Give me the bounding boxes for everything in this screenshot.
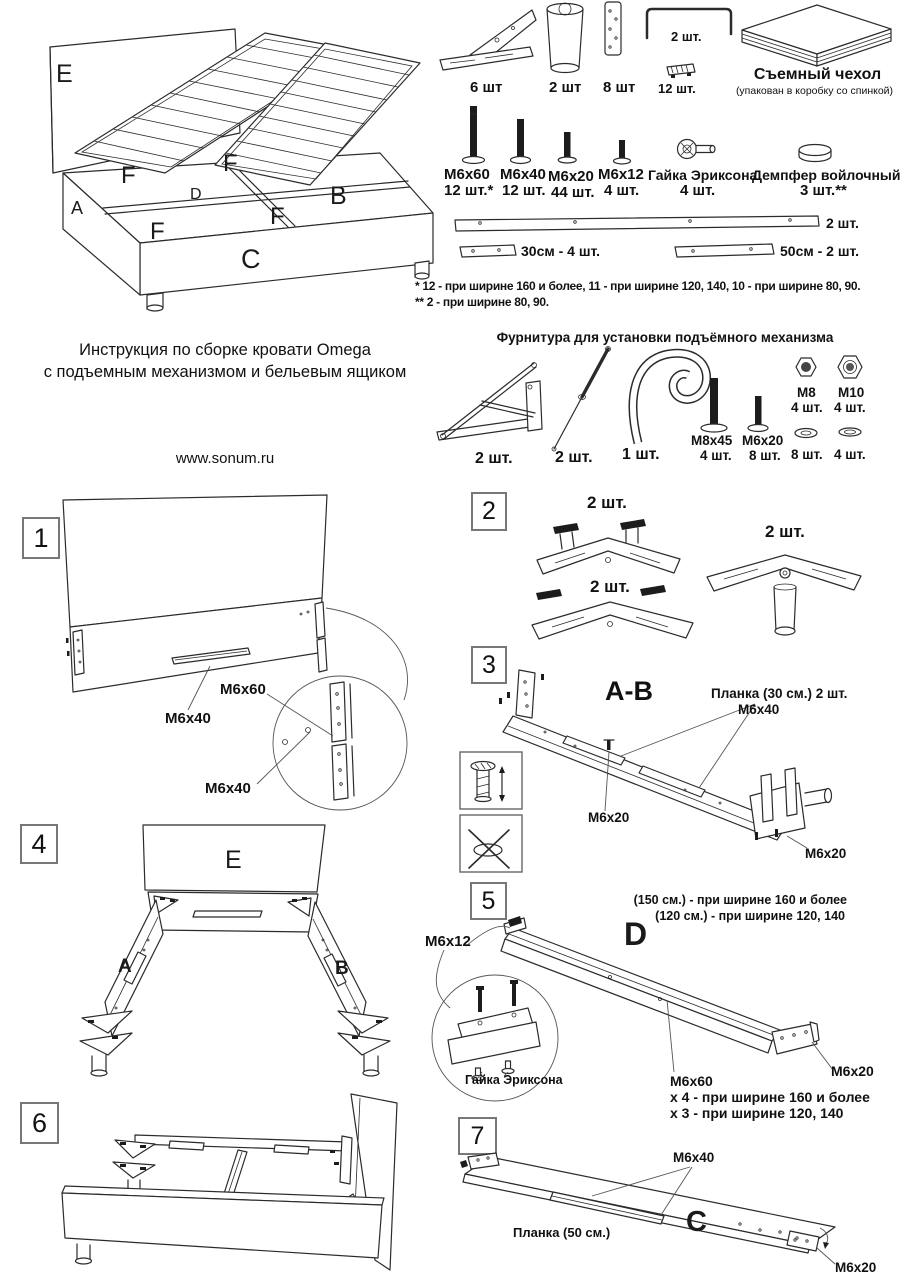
erikson-nut-label: Гайка Эриксона (648, 167, 758, 183)
washer-4-icon (839, 428, 861, 436)
bolt-m6x20-label: M6x20 (548, 168, 594, 185)
plate-qty: 8 шт (603, 79, 636, 96)
gas-strut-icon (552, 347, 611, 452)
step1-m6x40a-label: M6x40 (165, 710, 211, 727)
damper-label: Демпфер войлочный (752, 167, 900, 183)
screw-depth-icon (471, 762, 505, 803)
bracket-with-pads (537, 519, 680, 574)
bolt-m6x40-label: M6x40 (500, 166, 546, 183)
plank-30-icon (460, 245, 516, 257)
leg-icon (547, 3, 583, 73)
bolt-m6x40-qty: 12 шт. (502, 182, 546, 199)
step3-heading-ab: A-B (605, 676, 653, 706)
cover-icon (742, 5, 891, 66)
step-4-number: 4 (20, 824, 58, 864)
no-gap-icon (469, 830, 509, 868)
step5-m6x20-label: M6x20 (831, 1063, 874, 1079)
washer4-qty: 4 шт. (834, 447, 866, 462)
strap-qty: 1 шт. (622, 446, 660, 463)
mechanism-title: Фурнитура для установки подъёмного механизма (496, 330, 834, 345)
nut-m8-icon (796, 358, 816, 376)
step4-label-B: B (335, 958, 349, 979)
step1-m6x40b-label: M6x40 (205, 780, 251, 797)
bolt-m6x40-icon (511, 119, 531, 164)
bolt-m6x20-qty: 44 шт. (551, 184, 595, 201)
cover-title: Съемный чехол (753, 66, 882, 83)
step-3-number: 3 (471, 646, 507, 684)
overview-label-C: C (241, 244, 261, 274)
step5-width160-note: (150 см.) - при ширине 160 и более (633, 893, 847, 907)
step-2-number: 2 (471, 492, 507, 531)
plank-long-icon (455, 216, 819, 231)
damper-qty: 3 шт.** (800, 182, 847, 199)
plank-30-label: 30см - 4 шт. (521, 243, 601, 259)
page-title-line2: с подъемным механизмом и бельевым ящиком (43, 363, 407, 381)
plank-long-qty: 2 шт. (826, 215, 859, 231)
step5-x3-note: x 3 - при ширине 120, 140 (670, 1105, 844, 1121)
bracket-with-leg (707, 555, 861, 635)
step5-label-D: D (624, 916, 648, 952)
step5-x4-note: x 4 - при ширине 160 и более (670, 1089, 870, 1105)
erikson-nut-icon (678, 140, 716, 159)
strut-qty: 2 шт. (555, 449, 593, 466)
nut-m10-label: М10 (838, 385, 865, 400)
footnote-2: ** 2 - при ширине 80, 90. (415, 295, 549, 309)
plank-50-icon (675, 244, 774, 257)
step5-erikson-label: Гайка Эриксона (465, 1073, 563, 1087)
step5-m6x60-label: M6x60 (670, 1073, 713, 1089)
nut-m8-label: М8 (797, 385, 816, 400)
step4-label-E: E (225, 846, 242, 874)
step2-qty3: 2 шт. (765, 522, 805, 541)
bolt-m6x20-icon (558, 132, 576, 163)
step-5-number: 5 (470, 882, 507, 920)
step-2-drawing (460, 485, 900, 645)
footnote-1: * 12 - при ширине 160 и более, 11 - при ширине 120, 140, 10 - при ширине 80, 90. (415, 279, 861, 293)
nut-m8-qty: 4 шт. (791, 400, 823, 415)
step2-qty1: 2 шт. (587, 493, 627, 512)
nut-m10-qty: 4 шт. (834, 400, 866, 415)
leg-qty: 2 шт (549, 79, 582, 96)
overview-label-E: E (56, 60, 73, 88)
corner-bracket-icon (440, 10, 536, 70)
overview-label-F3: F (150, 218, 165, 245)
bolt-m6x12-icon (614, 140, 631, 164)
step-6-drawing (20, 1092, 440, 1280)
overview-label-F1: F (121, 162, 136, 189)
mech-qty: 2 шт. (475, 450, 513, 467)
pad-qty: 12 шт. (658, 81, 696, 96)
step7-label-C: C (686, 1206, 707, 1238)
lift-mechanism-icon (437, 363, 542, 441)
step7-m6x40-label: M6x40 (673, 1150, 715, 1165)
m8x45-label: M8x45 (691, 433, 733, 448)
strap-icon (633, 353, 707, 443)
step3-m6x40-label: M6x40 (738, 702, 780, 717)
step4-label-A: A (118, 956, 132, 977)
page-title-line1: Инструкция по сборке кровати Omega (79, 341, 371, 359)
m6x20s-label: M6x20 (742, 433, 784, 448)
m8x45-qty: 4 шт. (700, 448, 732, 463)
bolt-m6x12-qty: 4 шт. (604, 182, 640, 199)
step7-plank-label: Планка (50 см.) (513, 1225, 611, 1240)
felt-pad-icon (667, 64, 695, 78)
step2-qty2: 2 шт. (590, 577, 630, 596)
overview-label-A: A (71, 198, 84, 218)
cover-subtitle: (упакован в коробку со спинкой) (735, 85, 894, 97)
washer-8-icon (795, 429, 817, 438)
step-6-number: 6 (20, 1102, 59, 1144)
m6x20s-qty: 8 шт. (749, 448, 781, 463)
connector-plate-icon (605, 2, 621, 55)
overview-label-F2: F (223, 150, 238, 177)
step7-m6x20-label: M6x20 (835, 1260, 877, 1275)
bolt-m6x60-qty: 12 шт.* (444, 182, 494, 199)
step-7-number: 7 (458, 1117, 497, 1155)
bolt-m6x20s-icon (748, 396, 768, 432)
overview-label-F4: F (270, 203, 285, 230)
erikson-nut-qty: 4 шт. (680, 182, 716, 199)
step5-m6x12-label: M6x12 (425, 933, 471, 950)
bolt-m6x12-label: M6x12 (598, 166, 644, 183)
step3-m6x20b-label: M6x20 (805, 846, 847, 861)
nut-m10-icon (838, 356, 862, 378)
felt-damper-icon (799, 145, 831, 162)
bolt-m6x60-label: M6x60 (444, 166, 490, 183)
step-7-drawing (440, 1112, 900, 1280)
overview-label-B: B (330, 182, 347, 210)
step-1-number: 1 (22, 517, 60, 559)
step3-plank-label: Планка (30 см.) 2 шт. (711, 686, 848, 701)
step1-m6x60-label: M6x60 (220, 681, 266, 698)
bracket-qty: 6 шт (470, 79, 503, 96)
step3-m6x20a-label: M6x20 (588, 810, 630, 825)
bolt-m6x60-icon (463, 106, 485, 164)
plank-50-label: 50см - 2 шт. (780, 243, 860, 259)
staple-qty: 2 шт. (671, 29, 702, 44)
step-1-drawing (20, 488, 440, 818)
step5-width120-note: (120 см.) - при ширине 120, 140 (655, 909, 845, 923)
overview-label-D: D (190, 186, 202, 203)
website-url: www.sonum.ru (175, 450, 275, 467)
washer8-qty: 8 шт. (791, 447, 823, 462)
